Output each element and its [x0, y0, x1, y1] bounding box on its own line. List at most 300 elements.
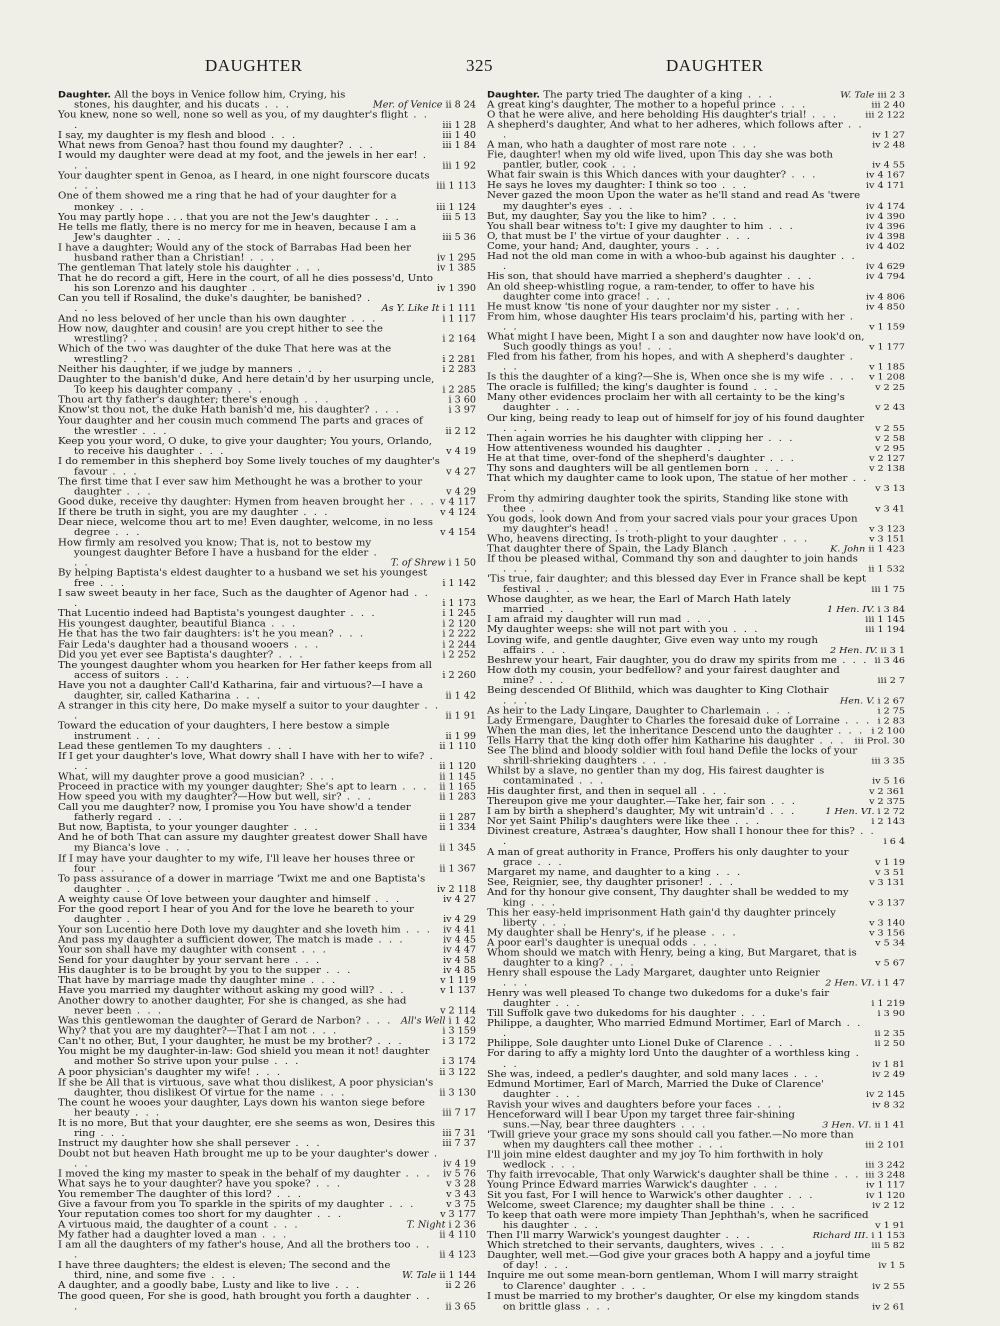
quote-text: A poor physician's daughter my wife! — [58, 1067, 251, 1078]
act-scene-line: v 3 75 — [446, 1199, 476, 1210]
quote-text: Keep you your word, O duke, to give your daughter; You yours, Orlando, to receive his daughter — [58, 436, 433, 457]
quote-text: When the man dies, let the inheritance Descend unto the daughter — [487, 726, 833, 737]
quote-text: You gods, look down And from your sacred vials pour your graces Upon my daughter's head! — [487, 514, 858, 535]
entry-reference — [435, 1067, 476, 1077]
entry-reference — [442, 1179, 476, 1189]
concordance-entry — [58, 1118, 476, 1138]
entry-quote — [487, 726, 867, 736]
quote-text: And he of both That can assure my daughter greatest dower Shall have my Bianca's love — [58, 833, 428, 854]
leader-dots: . . . — [550, 998, 582, 1009]
header-right-word: DAUGHTER — [666, 56, 764, 75]
act-scene-line: ii 1 144 — [439, 1270, 476, 1282]
concordance-entry — [487, 1170, 905, 1180]
leader-dots: . . . — [314, 1087, 347, 1098]
leader-dots: . . . — [832, 726, 865, 737]
concordance-entry — [487, 231, 905, 241]
act-scene-line: iii 3 242 — [865, 1160, 905, 1171]
concordance-entry — [487, 191, 905, 211]
entry-reference — [403, 1220, 476, 1230]
leader-dots: . . . — [311, 1209, 344, 1221]
concordance-entry — [487, 666, 905, 686]
act-scene-line: ii 2 50 — [874, 1039, 905, 1050]
play-title: Mer. of Venice — [372, 100, 443, 111]
concordance-entry — [58, 1190, 476, 1200]
concordance-entry — [487, 766, 905, 786]
act-scene-line: i 3 90 — [877, 1008, 905, 1019]
act-scene-line: iv 4 29 — [443, 914, 476, 925]
entry-quote — [487, 544, 826, 554]
leader-dots: . . . — [107, 466, 139, 477]
entry-quote — [487, 282, 862, 302]
quote-text: You remember The daughter of this lord? — [58, 1189, 272, 1200]
quote-text: Fled from his father, from his hopes, and with A shepherd's daughter — [487, 352, 845, 363]
act-scene-line: iv 4 806 — [865, 291, 905, 302]
entry-quote — [58, 1240, 435, 1260]
entry-quote — [58, 507, 436, 517]
quote-text: The first time that I ever saw him Methought he was a brother to your daughter — [58, 476, 423, 498]
leader-dots: . . . — [781, 271, 814, 282]
entry-reference — [436, 976, 476, 986]
entry-reference — [867, 585, 905, 595]
quote-text: I do remember in this shepherd boy Some lively touches of my daughter's favour — [58, 456, 440, 477]
concordance-entry — [58, 1200, 476, 1210]
entry-reference — [435, 1251, 476, 1261]
concordance-entry — [58, 630, 476, 640]
concordance-entry — [487, 1241, 905, 1251]
leader-dots: . . . — [121, 487, 153, 498]
act-scene-line: iii 7 17 — [442, 1108, 476, 1119]
concordance-entry — [58, 457, 476, 477]
leader-dots: . . . — [503, 312, 855, 333]
quote-text: Lady Ermengare, Daughter to Charles the foresaid duke of Lorraine — [487, 716, 840, 727]
entry-reference — [433, 884, 476, 894]
quote-text: Another dowry to another daughter, For she is changed, as she had never been — [58, 996, 407, 1017]
leader-dots: . . . — [95, 1128, 127, 1139]
act-scene-line: v 3 28 — [446, 1179, 476, 1190]
entry-reference — [438, 334, 476, 344]
entry-reference — [865, 342, 905, 352]
concordance-entry — [58, 263, 476, 273]
act-scene-line: iii 2 7 — [877, 675, 905, 686]
entry-reference — [438, 1108, 476, 1118]
leader-dots: . . . — [702, 443, 734, 454]
quote-text: Henry was well pleased To change two dukedoms for a duke's fair daughter — [487, 988, 830, 1009]
leader-dots: . . . — [159, 670, 192, 681]
entry-reference — [433, 283, 476, 293]
entry-reference — [435, 772, 476, 782]
concordance-entry — [58, 1037, 476, 1047]
leader-dots: . . . — [373, 935, 405, 946]
entry-quote — [487, 807, 821, 817]
leader-dots: . . . — [716, 180, 749, 191]
concordance-entry — [58, 1169, 476, 1179]
concordance-entry — [487, 1201, 905, 1211]
entry-reference — [865, 322, 905, 332]
quote-text: He must know 'tis none of your daughter nor my sister — [487, 302, 771, 313]
entry-quote — [487, 383, 871, 393]
act-scene-line: i 3 159 — [442, 1026, 476, 1037]
entry-reference — [438, 1057, 476, 1067]
entry-quote — [487, 1191, 862, 1201]
quote-text: Which of the two was daughter of the duke That here was at the wrestling? — [58, 344, 392, 365]
act-scene-line: i 1 42 — [448, 1016, 476, 1027]
leader-dots: . . . — [306, 1026, 339, 1037]
entry-reference — [438, 630, 476, 640]
act-scene-line: ii 1 532 — [868, 564, 905, 575]
entry-quote — [58, 375, 438, 395]
leader-dots: . . . — [748, 382, 780, 393]
leader-dots: . . . — [74, 588, 430, 610]
entry-reference — [861, 1170, 905, 1180]
concordance-entry — [487, 878, 905, 888]
act-scene-line: i 2 283 — [442, 364, 476, 376]
act-scene-line: iv 4 398 — [865, 231, 905, 242]
act-scene-line: iv 1 27 — [872, 130, 905, 141]
entry-reference — [880, 837, 905, 847]
entry-reference — [435, 1230, 476, 1240]
leader-dots: . . . — [503, 1018, 863, 1040]
leader-dots: . . . — [95, 863, 127, 874]
concordance-entry — [58, 1291, 476, 1311]
entry-quote — [58, 619, 438, 629]
act-scene-line: iii 5 36 — [442, 232, 476, 243]
concordance-entry — [487, 110, 905, 120]
entry-reference — [865, 373, 905, 383]
leader-dots: . . . — [532, 857, 564, 868]
leader-dots: . . . — [603, 201, 635, 212]
entry-headword: Daughter. — [487, 90, 541, 101]
entry-quote — [58, 772, 435, 782]
entry-reference — [438, 355, 476, 365]
concordance-entry — [487, 1191, 905, 1201]
act-scene-line: ii 1 283 — [439, 792, 476, 803]
act-scene-line: iv 2 118 — [436, 884, 476, 895]
entry-quote — [58, 894, 439, 904]
concordance-entry — [487, 221, 905, 231]
entry-reference — [868, 1069, 905, 1079]
leader-dots: . . . — [525, 503, 558, 515]
leader-dots: . . . — [544, 604, 576, 615]
quote-text: Philippe, a daughter, Who married Edmund Mortimer, Earl of March — [487, 1018, 842, 1029]
leader-dots: . . . — [763, 221, 795, 232]
quote-text: Dear niece, welcome thou art to me! Even daughter, welcome, in no less degree — [58, 517, 433, 538]
quote-text: For daring to affy a mighty lord Unto the daughter of a worthless king — [487, 1049, 851, 1060]
entry-quote — [58, 273, 433, 293]
entry-quote — [487, 878, 865, 888]
entry-reference — [438, 619, 476, 629]
act-scene-line: i 2 164 — [442, 334, 476, 345]
leader-dots: . . . — [824, 372, 856, 383]
act-scene-line: ii 3 1 — [880, 645, 905, 656]
play-title: K. John — [830, 544, 866, 555]
act-scene-line: iv 2 48 — [872, 140, 905, 151]
entry-reference — [862, 221, 905, 231]
play-title: Hen. V. — [839, 695, 875, 706]
entry-quote — [58, 904, 439, 924]
concordance-entry — [58, 273, 476, 293]
act-scene-line: v 2 58 — [875, 433, 905, 444]
entry-reference — [871, 403, 905, 413]
entry-reference — [861, 110, 905, 120]
leader-dots: . . . — [290, 263, 323, 274]
entry-quote — [58, 324, 438, 344]
entry-quote — [487, 787, 865, 797]
leader-dots: . . . — [128, 334, 160, 345]
act-scene-line: iv 4 85 — [443, 965, 476, 976]
quote-text: Thereupon give me your daughter.—Take her, fair son — [487, 796, 766, 807]
concordance-entry — [58, 1230, 476, 1240]
entry-reference — [868, 1100, 905, 1110]
leader-dots: . . . — [616, 1281, 648, 1292]
quote-text: Your reputation comes too short for my daughter — [58, 1209, 312, 1221]
leader-dots: . . . — [304, 772, 337, 783]
quote-text: Fair Leda's daughter had a thousand wooers — [58, 639, 289, 650]
leader-dots: . . . — [726, 140, 759, 151]
act-scene-line: i 2 100 — [871, 726, 905, 737]
quote-text: He tells me flatly, there is no mercy for me in heaven, because I am a Jew's daughter — [58, 222, 417, 243]
concordance-entry — [58, 477, 476, 497]
leader-dots: . . . — [751, 1099, 784, 1110]
concordance-entry — [487, 312, 905, 332]
act-scene-line: v 4 124 — [440, 507, 476, 518]
act-scene-line: i 2 75 — [877, 705, 905, 716]
entry-quote — [487, 373, 865, 383]
entry-reference — [438, 141, 476, 151]
act-scene-line: i 2 72 — [877, 806, 905, 817]
quote-text: He at that time, over-fond of the shepherd's daughter — [487, 453, 765, 464]
entry-reference — [826, 544, 905, 554]
act-scene-line: v 2 43 — [875, 403, 905, 414]
concordance-entry — [487, 1079, 905, 1099]
quote-text: And pass my daughter a sufficient dower, The match is made — [58, 935, 374, 946]
leader-dots: . . . — [299, 395, 331, 406]
leader-dots: . . . — [400, 924, 433, 935]
entry-reference — [823, 605, 905, 615]
entry-reference — [862, 292, 905, 302]
entry-quote — [487, 191, 862, 211]
entry-quote — [487, 1019, 870, 1039]
entry-reference — [442, 1200, 476, 1210]
entry-quote — [487, 968, 821, 988]
quote-text: What says he to your daughter? have you spoke? — [58, 1179, 311, 1190]
entry-reference — [433, 253, 476, 263]
entry-quote — [58, 680, 441, 700]
entry-quote — [58, 976, 436, 986]
quote-text: A great king's daughter, The mother to a hopeful prince — [487, 100, 776, 111]
play-title: 2 Hen. VI. — [825, 978, 875, 989]
entry-quote — [58, 792, 435, 802]
entry-reference — [867, 817, 905, 827]
leader-dots: . . . — [246, 283, 278, 294]
entry-quote — [487, 655, 870, 665]
entry-reference — [439, 915, 476, 925]
quote-text: Inquire me out some mean-born gentleman, Whom I will marry straight to Clarence' daughter — [487, 1271, 858, 1292]
quote-text: Give a favour from you To sparkle in the spirits of my daughter — [58, 1199, 384, 1210]
quote-text: Margaret my name, and daughter to a king — [487, 867, 711, 878]
entry-reference — [442, 1190, 476, 1200]
act-scene-line: iii 5 82 — [871, 1241, 905, 1252]
leader-dots: . . . — [535, 645, 568, 656]
quote-text: O that he were alive, and here beholding His daughter's trial! — [487, 110, 807, 121]
act-scene-line: v 1 208 — [869, 372, 905, 383]
quote-text: See, Reignier, see, thy daughter prisoner! — [487, 877, 704, 888]
leader-dots: . . . — [728, 544, 760, 555]
quote-text: O, that must be I' the virtue of your daughter — [487, 231, 721, 242]
concordance-entry — [487, 797, 905, 807]
entry-reference — [369, 100, 476, 110]
leader-dots: . . . — [538, 1261, 571, 1272]
quote-text: Had not the old man come in with a whoo-bub against his daughter — [487, 251, 836, 262]
act-scene-line: i 1 50 — [448, 558, 476, 569]
entry-quote — [58, 589, 438, 609]
leader-dots: . . . — [703, 877, 735, 888]
entry-reference — [435, 813, 476, 823]
entry-reference — [436, 1210, 476, 1220]
leader-dots: . . . — [268, 1220, 300, 1231]
leader-dots: . . . — [503, 1049, 861, 1070]
concordance-entry — [58, 609, 476, 619]
concordance-entry — [58, 1261, 476, 1281]
entry-quote — [58, 1098, 438, 1118]
quote-text: If I may have your daughter to my wife, I'll leave her houses three or four — [58, 853, 415, 874]
act-scene-line: ii 1 110 — [439, 741, 476, 752]
quote-text: Philippe, Sole daughter unto Lionel Duke of Clarence — [487, 1039, 764, 1050]
leader-dots: . . . — [259, 100, 291, 111]
act-scene-line: i 2 222 — [442, 629, 476, 640]
quote-text: Tells Harry that the king doth offer him Katharine his daughter — [487, 736, 815, 747]
act-scene-line: iv 4 174 — [865, 201, 905, 212]
act-scene-line: iv 4 794 — [865, 271, 905, 282]
quote-text: You may partly hope . . . that you are not the Jew's daughter — [58, 212, 370, 223]
entry-reference — [865, 453, 905, 463]
entry-reference — [439, 935, 476, 945]
entry-reference — [435, 823, 476, 833]
entry-quote — [58, 477, 442, 497]
act-scene-line: v 1 91 — [875, 1220, 905, 1231]
leader-dots: . . . — [74, 751, 435, 773]
entry-quote — [487, 1009, 874, 1019]
entry-quote — [58, 701, 441, 721]
leader-dots: . . . — [114, 201, 146, 213]
entry-quote — [487, 686, 836, 706]
concordance-entry — [487, 282, 905, 302]
quote-text: I am afraid my daughter will run mad — [487, 615, 682, 626]
quote-text: You knew, none so well, none so well as you, of my daughter's flight — [58, 110, 409, 121]
leader-dots: . . . — [681, 615, 713, 626]
leader-dots: . . . — [329, 1281, 362, 1292]
concordance-entry — [487, 948, 905, 968]
act-scene-line: ii 1 99 — [445, 731, 476, 742]
quote-text: Can you tell if Rosalind, the duke's daughter, be banished? — [58, 293, 362, 304]
leader-dots: . . . — [151, 232, 183, 243]
entry-reference — [438, 1027, 476, 1037]
entry-reference — [870, 1029, 905, 1039]
quote-text: A weighty cause Of love between your daughter and himself — [58, 894, 370, 905]
concordance-entry — [487, 888, 905, 908]
act-scene-line: iv 1 120 — [865, 1190, 905, 1201]
act-scene-line: iii 1 124 — [436, 201, 476, 213]
entry-quote — [487, 221, 862, 231]
entry-quote — [487, 171, 862, 181]
entry-quote — [58, 538, 387, 569]
leader-dots: . . . — [369, 405, 401, 416]
quote-text: Loving wife, and gentle daughter, Give even way unto my rough affairs — [487, 635, 818, 656]
entry-reference — [439, 1169, 476, 1179]
leader-dots: . . . — [74, 1148, 440, 1170]
concordance-entry — [58, 141, 476, 151]
quote-text: It is no more, But that your daughter, ere she seems as won, Desires this ring — [58, 1118, 436, 1139]
entry-reference — [436, 507, 476, 517]
act-scene-line: iv 1 295 — [436, 252, 476, 264]
quote-text: A daughter, and a goodly babe, Lusty and like to live — [58, 1281, 330, 1292]
quote-text: Come, your hand; And, daughter, yours — [487, 241, 691, 252]
quote-text: Know'st thou not, the duke Hath banish'd me, his daughter? — [58, 405, 370, 416]
entry-quote — [487, 1231, 809, 1241]
act-scene-line: v 4 117 — [440, 497, 476, 508]
concordance-entry — [58, 854, 476, 874]
act-scene-line: v 3 41 — [875, 503, 905, 515]
concordance-entry — [487, 716, 905, 726]
entry-quote — [58, 721, 441, 741]
concordance-entry — [58, 589, 476, 609]
entry-reference — [818, 1120, 905, 1130]
act-scene-line: iii 1 40 — [442, 130, 476, 141]
leader-dots: . . . — [763, 433, 795, 444]
entry-quote — [58, 996, 436, 1016]
entry-reference — [438, 121, 476, 131]
leader-dots: . . . — [545, 1160, 577, 1171]
entry-quote — [487, 615, 861, 625]
entry-quote — [487, 948, 871, 968]
concordance-entry — [58, 640, 476, 650]
act-scene-line: ii 1 145 — [439, 772, 476, 783]
concordance-entry — [58, 833, 476, 853]
quote-text: Doubt not but heaven Hath brought me up to be your daughter's dower — [58, 1148, 429, 1159]
concordance-entry — [58, 894, 476, 904]
act-scene-line: v 4 29 — [446, 487, 476, 498]
entry-reference — [862, 201, 905, 211]
entry-reference — [868, 1201, 905, 1211]
entry-quote — [487, 252, 862, 272]
entry-reference — [438, 365, 476, 375]
act-scene-line: v 2 138 — [869, 463, 905, 474]
entry-quote — [487, 211, 862, 221]
entry-reference — [438, 385, 476, 395]
leader-dots: . . . — [298, 507, 330, 518]
entry-quote — [487, 817, 867, 827]
act-scene-line: v 3 177 — [440, 1209, 476, 1221]
concordance-entry — [58, 1220, 476, 1230]
act-scene-line: iii 1 145 — [865, 615, 905, 626]
entry-reference — [821, 979, 905, 989]
concordance-entry — [487, 181, 905, 191]
act-scene-line: iv 5 76 — [443, 1169, 476, 1180]
entry-reference — [865, 524, 905, 534]
act-scene-line: iv 4 167 — [865, 170, 905, 181]
entry-quote — [487, 716, 874, 726]
quote-text: What might I have been, Might I a son and daughter now have look'd on, Such goodly things as you! — [487, 332, 865, 353]
act-scene-line: ii 8 24 — [445, 100, 476, 111]
leader-dots: . . . — [696, 786, 729, 797]
act-scene-line: iv 1 390 — [436, 283, 476, 294]
leader-dots: . . . — [345, 609, 377, 620]
quote-text: Whose daughter, as we hear, the Earl of March Hath lately married — [487, 594, 791, 615]
entry-quote — [487, 706, 874, 716]
concordance-entry — [58, 1179, 476, 1189]
act-scene-line: v 1 19 — [875, 857, 905, 868]
act-scene-line: v 2 375 — [869, 796, 905, 807]
quote-text: Which stretched to their servants, daughters, wives — [487, 1241, 755, 1252]
